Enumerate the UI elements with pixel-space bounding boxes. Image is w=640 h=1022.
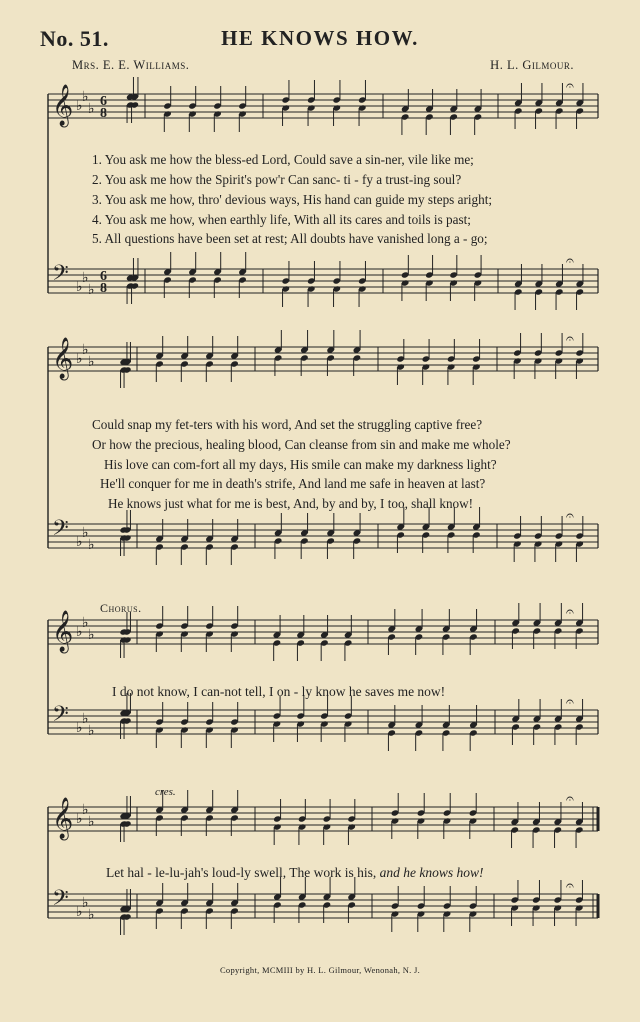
composer-credit: H. L. Gilmour. [490, 58, 574, 72]
bass-clef-icon: 𝄢 [52, 261, 69, 291]
time-signature-bottom: 8 [100, 106, 107, 121]
chorus-line-2-italic: and he knows how! [379, 865, 484, 880]
crescendo-mark: cres. [155, 786, 176, 798]
verse-4-line-2: He'll conquer for me in death's strife, And land me safe in heaven at last? [100, 476, 486, 491]
flat-icon: ♭ [88, 907, 95, 923]
flat-icon: ♭ [76, 811, 83, 827]
flat-icon: ♭ [82, 711, 89, 727]
flat-icon: ♭ [88, 282, 95, 298]
verse-5-line-1: 5. All questions have been set at rest; All doubts have vanished long a - go; [92, 231, 488, 246]
treble-clef-icon: 𝄞 [52, 85, 74, 126]
fermata-icon: 𝄐 [566, 878, 574, 894]
verse-1-line-2: Could snap my fet-ters with his word, And set the struggling captive free? [92, 417, 483, 432]
verse-1-line-1: 1. You ask me how the bless-ed Lord, Could save a sin-ner, vile like me; [92, 152, 474, 167]
verse-2-line-1: 2. You ask me how the Spirit's pow'r Can sanc- ti - fy a trust-ing soul? [92, 172, 462, 187]
flat-icon: ♭ [76, 279, 83, 295]
bass-clef-icon: 𝄢 [52, 516, 69, 546]
lyricist-credit: Mrs. E. E. Williams. [72, 58, 190, 72]
flat-icon: ♭ [82, 342, 89, 358]
flat-icon: ♭ [76, 534, 83, 550]
flat-icon: ♭ [82, 89, 89, 105]
flat-icon: ♭ [88, 354, 95, 370]
flat-icon: ♭ [76, 624, 83, 640]
treble-clef-icon: 𝄞 [52, 611, 74, 652]
time-signature-bottom: 8 [100, 281, 107, 296]
chorus-line-2 [106, 866, 484, 880]
fermata-icon: 𝄐 [566, 604, 574, 620]
bass-clef-icon: 𝄢 [52, 702, 69, 732]
verse-4-line-1: 4. You ask me how, when earthly life, With all its cares and toils is past; [92, 212, 471, 227]
fermata-icon: 𝄐 [566, 694, 574, 710]
flat-icon: ♭ [76, 904, 83, 920]
chorus-line-2-main: Let hal - le-lu-jah's loud-ly swell, The work is his, [106, 865, 377, 880]
fermata-icon: 𝄐 [566, 508, 574, 524]
treble-clef-icon: 𝄞 [52, 338, 74, 379]
hymn-title: HE KNOWS HOW. [221, 26, 419, 50]
verse-3-line-1: 3. You ask me how, thro' devious ways, His hand can guide my steps aright; [92, 192, 493, 207]
treble-clef-icon: 𝄞 [52, 798, 74, 839]
bass-clef-icon: 𝄢 [52, 886, 69, 916]
time-signature-top: 6 [100, 94, 107, 109]
fermata-icon: 𝄐 [566, 253, 574, 269]
copyright-notice: Copyright, MCMIII by H. L. Gilmour, Wenonah, N. J. [219, 965, 421, 975]
chorus-label: Chorus. [100, 601, 142, 615]
flat-icon: ♭ [76, 720, 83, 736]
verse-5-line-2: He knows just what for me is best, And, by and by, I too, shall know! [108, 496, 474, 511]
flat-icon: ♭ [82, 525, 89, 541]
flat-icon: ♭ [88, 627, 95, 643]
hymn-number: No. 51. [40, 26, 109, 51]
flat-icon: ♭ [88, 814, 95, 830]
chorus-line-1: I do not know, I can-not tell, I on - ly know he saves me now! [112, 684, 446, 699]
flat-icon: ♭ [82, 802, 89, 818]
time-signature-top: 6 [100, 269, 107, 284]
verse-2-line-2: Or how the precious, healing blood, Can cleanse from sin and make me whole? [92, 437, 511, 452]
fermata-icon: 𝄐 [566, 791, 574, 807]
flat-icon: ♭ [88, 723, 95, 739]
flat-icon: ♭ [88, 101, 95, 117]
flat-icon: ♭ [88, 537, 95, 553]
fermata-icon: 𝄐 [566, 78, 574, 94]
flat-icon: ♭ [82, 270, 89, 286]
flat-icon: ♭ [76, 351, 83, 367]
fermata-icon: 𝄐 [566, 331, 574, 347]
flat-icon: ♭ [76, 98, 83, 114]
flat-icon: ♭ [82, 615, 89, 631]
flat-icon: ♭ [82, 895, 89, 911]
verse-3-line-2: His love can com-fort all my days, His smile can make my darkness light? [104, 457, 497, 472]
